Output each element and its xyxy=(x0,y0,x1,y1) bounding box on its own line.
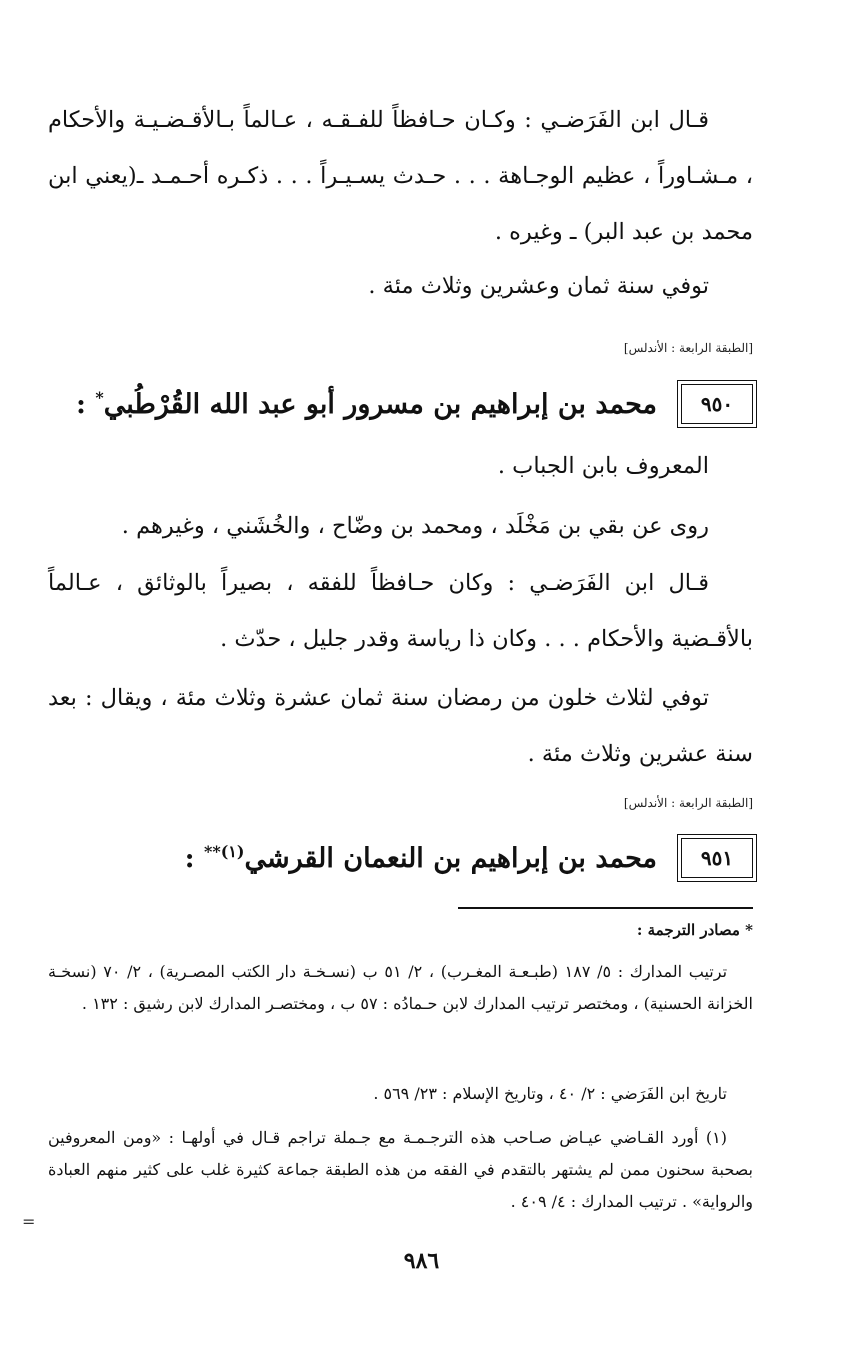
entry-footnote-mark: * xyxy=(95,387,104,407)
footnote-sources-1: ترتيب المدارك : ٥/ ١٨٧ (طبـعـة المغـرب) ، ٢/ ٥١ ب (نسـخـة دار الكتب المصـرية) ، ٢/ ٧٠ (نسخـة الخزانة الحسنية) ، ومختصر ترتيب المدارك لابن حـمادُه : ٥٧ ب ، ومختصـر المدارك لابن رشيق : ١٣٢ . xyxy=(48,962,753,1013)
entry-heading-951 xyxy=(48,832,753,884)
body-paragraph-1: قـال ابن الفَرَضـي : وكـان حـافظاً للفـقـه ، عـالماً بـالأقـضـيـة والأحكام ، مـشـاوراً ، عظيم الوجـاهة . . . حـدث يسـيـراً . . . ذكـره أحـمـد ـ(يعني ابن محمد بن عبد البر) ـ وغيره . xyxy=(48,107,753,245)
footnote-note-1: (١) أورد القـاضي عيـاض صـاحب هذه الترجـمـة مع جـملة تراجم قـال في أولهـا : «ومن المعروفين بصحبة سحنون ممن لم يشتهر بالتقدم في الفقه من هذه الطبقة جماعة كثيرة غلب على كثير منهم العبادة والرواية» . ترتيب المدارك : ٤/ ٤٠٩ . xyxy=(48,1128,753,1211)
entry-title xyxy=(76,389,657,420)
entry-number-box: ٩٥١ xyxy=(681,838,753,878)
section-label-2: [الطبقة الرابعة : الأندلس] xyxy=(623,796,753,810)
entry-950-paragraph-2: روى عن بقي بن مَخْلَد ، ومحمد بن وضّاح ، والخُشَني ، وغيرهم . xyxy=(121,513,709,539)
entry-name-text: محمد بن إبراهيم بن مسرور أبو عبد الله القُرْطُبي xyxy=(103,388,657,420)
entry-title xyxy=(185,843,657,874)
entry-colon: : xyxy=(75,388,96,420)
entry-950-paragraph-4: توفي لثلاث خلون من رمضان سنة ثمان عشرة وثلاث مئة ، ويقال : بعد سنة عشرين وثلاث مئة . xyxy=(48,685,753,767)
footnote-separator xyxy=(458,907,753,909)
continuation-mark: = xyxy=(22,1212,36,1231)
page-number: ٩٨٦ xyxy=(403,1248,440,1274)
footnote-sources-heading xyxy=(48,914,753,946)
entry-colon: : xyxy=(184,842,204,874)
entry-heading-950 xyxy=(48,378,753,430)
sources-heading-text: * مصادر الترجمة : xyxy=(636,921,753,939)
entry-name-text: محمد بن إبراهيم بن النعمان القرشي xyxy=(244,842,657,874)
entry-950-paragraph-3: قـال ابن الفَرَضـي : وكان حـافظاً للفقه ، بصيراً بالوثائق ، عـالماً بالأقـضية والأحكام . . . وكان ذا رياسة وقدر جليل ، حدّث . xyxy=(48,570,753,652)
body-paragraph-2: توفي سنة ثمان وعشرين وثلاث مئة . xyxy=(368,273,709,299)
footnote-sources-2: تاريخ ابن الفَرَضي : ٢/ ٤٠ ، وتاريخ الإسلام : ٢٣/ ٥٦٩ . xyxy=(373,1084,727,1103)
section-label-1: [الطبقة الرابعة : الأندلس] xyxy=(623,341,753,355)
entry-number-box: ٩٥٠ xyxy=(681,384,753,424)
entry-950-paragraph-1: المعروف بابن الجباب . xyxy=(497,453,709,479)
entry-footnote-mark: (١)** xyxy=(203,841,245,861)
